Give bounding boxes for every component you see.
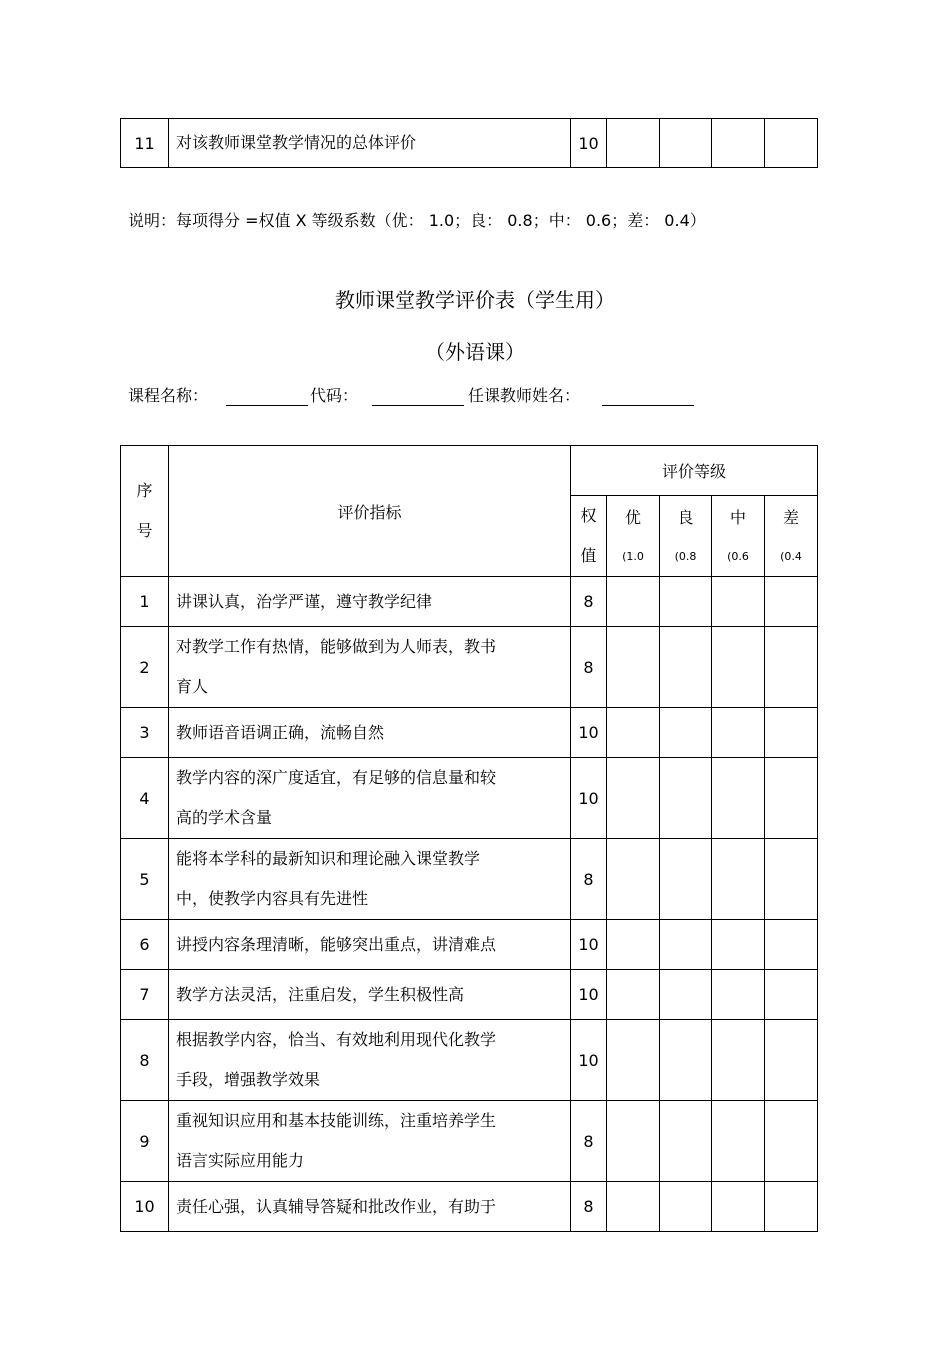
grade-cell-good[interactable]: [660, 708, 712, 758]
page-title: 教师课堂教学评价表（学生用）: [335, 288, 615, 312]
grade-cell-fair[interactable]: [712, 627, 765, 708]
table-row: [121, 970, 818, 1020]
header-row: [121, 446, 818, 496]
header-grade-fair: 中: [712, 496, 765, 537]
coef-poor: (0.4: [765, 537, 818, 577]
header-grade-group: 评价等级: [571, 446, 818, 496]
indicator-line: 中，使教学内容具有先进性: [176, 889, 369, 908]
grade-cell-excellent[interactable]: [607, 839, 660, 920]
grade-cell-excellent[interactable]: [607, 577, 660, 627]
course-code-label: 代码：: [310, 386, 359, 405]
evaluation-rows: [121, 577, 818, 1232]
course-name-field[interactable]: [226, 387, 308, 406]
grade-cell-poor[interactable]: [765, 970, 818, 1020]
row-indicator: [169, 758, 571, 839]
grade-cell-poor[interactable]: [765, 839, 818, 920]
header-grade-good: 良: [660, 496, 712, 537]
row-weight: 10: [571, 708, 607, 758]
grade-cell-poor[interactable]: [765, 708, 818, 758]
grade-cell-fair[interactable]: [712, 758, 765, 839]
indicator-line: 教师语音语调正确，流畅自然: [176, 722, 385, 742]
indicator-line: 高的学术含量: [176, 808, 273, 827]
header-grade-poor: 差: [765, 496, 818, 537]
grade-cell-excellent[interactable]: [607, 627, 660, 708]
indicator-line: 能将本学科的最新知识和理论融入课堂教学: [176, 849, 481, 868]
row-weight: 8: [571, 1182, 607, 1232]
coef-excellent: (1.0: [607, 537, 660, 577]
table-row: [121, 627, 818, 708]
indicator-line: 重视知识应用和基本技能训练，注重培养学生: [176, 1111, 497, 1130]
row-number: 4: [121, 758, 169, 839]
grade-cell-good[interactable]: [660, 920, 712, 970]
row-weight: 10: [571, 970, 607, 1020]
table-row: [121, 1182, 818, 1232]
grade-cell-excellent[interactable]: [607, 1020, 660, 1101]
grade-cell-fair[interactable]: [712, 1101, 765, 1182]
row-indicator: [169, 1182, 571, 1232]
indicator-line: 对教学工作有热情，能够做到为人师表，教书: [176, 637, 497, 656]
table-row: [121, 1101, 818, 1182]
indicator-line: 讲课认真，治学严谨，遵守教学纪律: [176, 591, 433, 611]
header-weight: 权 值: [571, 496, 607, 577]
grade-cell-good[interactable]: [660, 1101, 712, 1182]
grade-cell-fair[interactable]: [712, 1182, 765, 1232]
row-number: 7: [121, 970, 169, 1020]
indicator-line: 责任心强，认真辅导答疑和批改作业，有助于: [176, 1196, 497, 1216]
row-indicator: [169, 577, 571, 627]
grade-cell-good[interactable]: [660, 627, 712, 708]
row-number: 10: [121, 1182, 169, 1232]
grade-cell-excellent[interactable]: [607, 920, 660, 970]
grade-cell-good[interactable]: [660, 1020, 712, 1101]
row-number: 8: [121, 1020, 169, 1101]
indicator-line: 根据教学内容，恰当、有效地利用现代化教学: [176, 1030, 497, 1049]
row-number: 3: [121, 708, 169, 758]
row-number: 9: [121, 1101, 169, 1182]
coef-good: (0.8: [660, 537, 712, 577]
row-indicator: [169, 627, 571, 708]
grade-cell-good[interactable]: [660, 119, 712, 168]
table-row: [121, 758, 818, 839]
row-number: 5: [121, 839, 169, 920]
indicator-line: 讲授内容条理清晰，能够突出重点，讲清难点: [176, 934, 497, 954]
row-indicator: [169, 1101, 571, 1182]
row-number: 11: [121, 119, 169, 168]
indicator-line: 语言实际应用能力: [176, 1151, 305, 1170]
header-grade-excellent: 优: [607, 496, 660, 537]
row-indicator: 对该教师课堂教学情况的总体评价: [169, 119, 571, 168]
grade-cell-good[interactable]: [660, 758, 712, 839]
scoring-note: 说明：每项得分 =权值 X 等级系数（优： 1.0；良： 0.8；中： 0.6；差： 0.4）: [128, 211, 706, 230]
grade-cell-excellent[interactable]: [607, 1182, 660, 1232]
course-info-line: [128, 383, 694, 406]
grade-cell-fair[interactable]: [712, 970, 765, 1020]
grade-cell-poor[interactable]: [765, 577, 818, 627]
indicator-line: 教学内容的深广度适宜，有足够的信息量和较: [176, 768, 497, 787]
row-indicator: [169, 839, 571, 920]
row-number: 1: [121, 577, 169, 627]
grade-cell-poor[interactable]: [765, 1101, 818, 1182]
grade-cell-poor[interactable]: [765, 119, 818, 168]
grade-cell-good[interactable]: [660, 970, 712, 1020]
table-row: [121, 119, 818, 168]
grade-cell-poor[interactable]: [765, 1020, 818, 1101]
teacher-name-field[interactable]: [602, 387, 694, 406]
grade-cell-good[interactable]: [660, 839, 712, 920]
row-weight: 8: [571, 1101, 607, 1182]
row-number: 6: [121, 920, 169, 970]
grade-cell-excellent[interactable]: [607, 1101, 660, 1182]
grade-cell-poor[interactable]: [765, 920, 818, 970]
header-number: 序 号: [121, 446, 169, 577]
top-table-fragment: [120, 118, 818, 168]
grade-cell-excellent[interactable]: [607, 119, 660, 168]
row-weight: 10: [571, 920, 607, 970]
page-subtitle: （外语课）: [425, 340, 525, 364]
teacher-name-label: 任课教师姓名：: [468, 386, 581, 405]
grade-cell-excellent[interactable]: [607, 970, 660, 1020]
row-weight: 10: [571, 758, 607, 839]
row-indicator: [169, 970, 571, 1020]
grade-cell-fair[interactable]: [712, 920, 765, 970]
row-indicator: [169, 920, 571, 970]
table-row: [121, 839, 818, 920]
row-number: 2: [121, 627, 169, 708]
row-indicator: [169, 708, 571, 758]
row-weight: 8: [571, 839, 607, 920]
row-weight: 10: [571, 1020, 607, 1101]
grade-cell-poor[interactable]: [765, 627, 818, 708]
table-row: [121, 1020, 818, 1101]
header-indicator: 评价指标: [169, 446, 571, 577]
coef-fair: (0.6: [712, 537, 765, 577]
grade-cell-fair[interactable]: [712, 119, 765, 168]
grade-cell-fair[interactable]: [712, 708, 765, 758]
grade-cell-good[interactable]: [660, 1182, 712, 1232]
table-row: [121, 920, 818, 970]
grade-cell-good[interactable]: [660, 577, 712, 627]
row-weight: 10: [571, 119, 607, 168]
grade-cell-poor[interactable]: [765, 1182, 818, 1232]
grade-cell-poor[interactable]: [765, 758, 818, 839]
row-weight: 8: [571, 577, 607, 627]
indicator-line: 教学方法灵活，注重启发，学生积极性高: [176, 984, 465, 1004]
indicator-line: 育人: [176, 677, 209, 696]
table-row: [121, 577, 818, 627]
grade-cell-fair[interactable]: [712, 839, 765, 920]
row-weight: 8: [571, 627, 607, 708]
table-row: [121, 708, 818, 758]
course-code-field[interactable]: [372, 387, 464, 406]
indicator-line: 手段，增强教学效果: [176, 1070, 321, 1089]
row-indicator: [169, 1020, 571, 1101]
evaluation-table: [120, 445, 818, 1232]
grade-cell-excellent[interactable]: [607, 708, 660, 758]
course-name-label: 课程名称：: [128, 386, 209, 405]
grade-cell-excellent[interactable]: [607, 758, 660, 839]
grade-cell-fair[interactable]: [712, 1020, 765, 1101]
grade-cell-fair[interactable]: [712, 577, 765, 627]
